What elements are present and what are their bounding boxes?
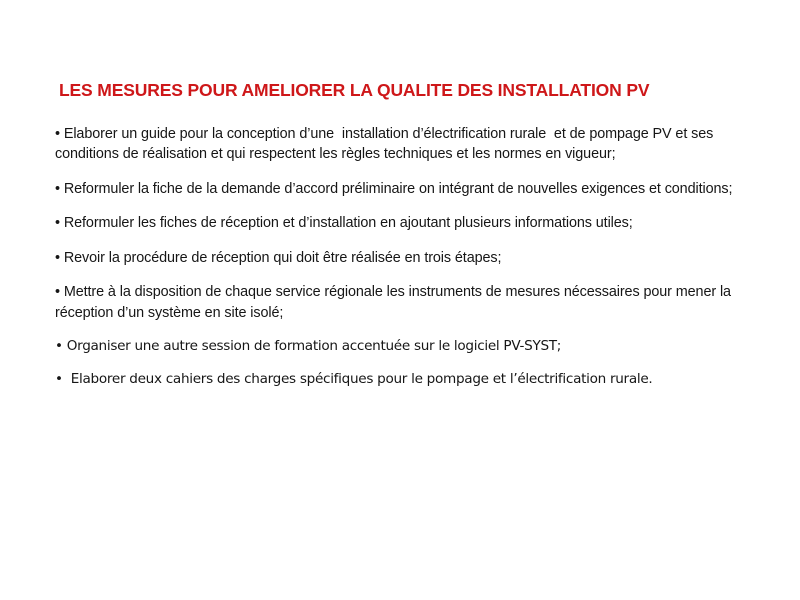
list-item: • Reformuler les fiches de réception et d’installation en ajoutant plusieurs informations utiles; xyxy=(55,215,633,232)
list-item: • Organiser une autre session de formation accentuée sur le logiciel PV-SYST; xyxy=(55,338,562,355)
list-item: • Reformuler la fiche de la demande d’accord préliminaire on intégrant de nouvelles exigences et conditions; xyxy=(55,180,733,197)
list-item: • Elaborer un guide pour la conception d’une installation d’électrification rurale et de pompage PV et ses conditions de réalisation et qui respectent les règles techniques et les normes en vigueur; xyxy=(55,126,718,163)
list-item: • Revoir la procédure de réception qui doit être réalisée en trois étapes; xyxy=(55,249,502,266)
page-title: LES MESURES POUR AMELIORER LA QUALITE DES INSTALLATION PV xyxy=(59,79,650,100)
list-item: • Elaborer deux cahiers des charges spécifiques pour le pompage et l’électrification rurale. xyxy=(55,371,653,388)
list-item: • Mettre à la disposition de chaque service régionale les instruments de mesures nécessaires pour mener la réception d’un système en site isolé; xyxy=(55,284,735,321)
slide-body xyxy=(55,124,755,390)
